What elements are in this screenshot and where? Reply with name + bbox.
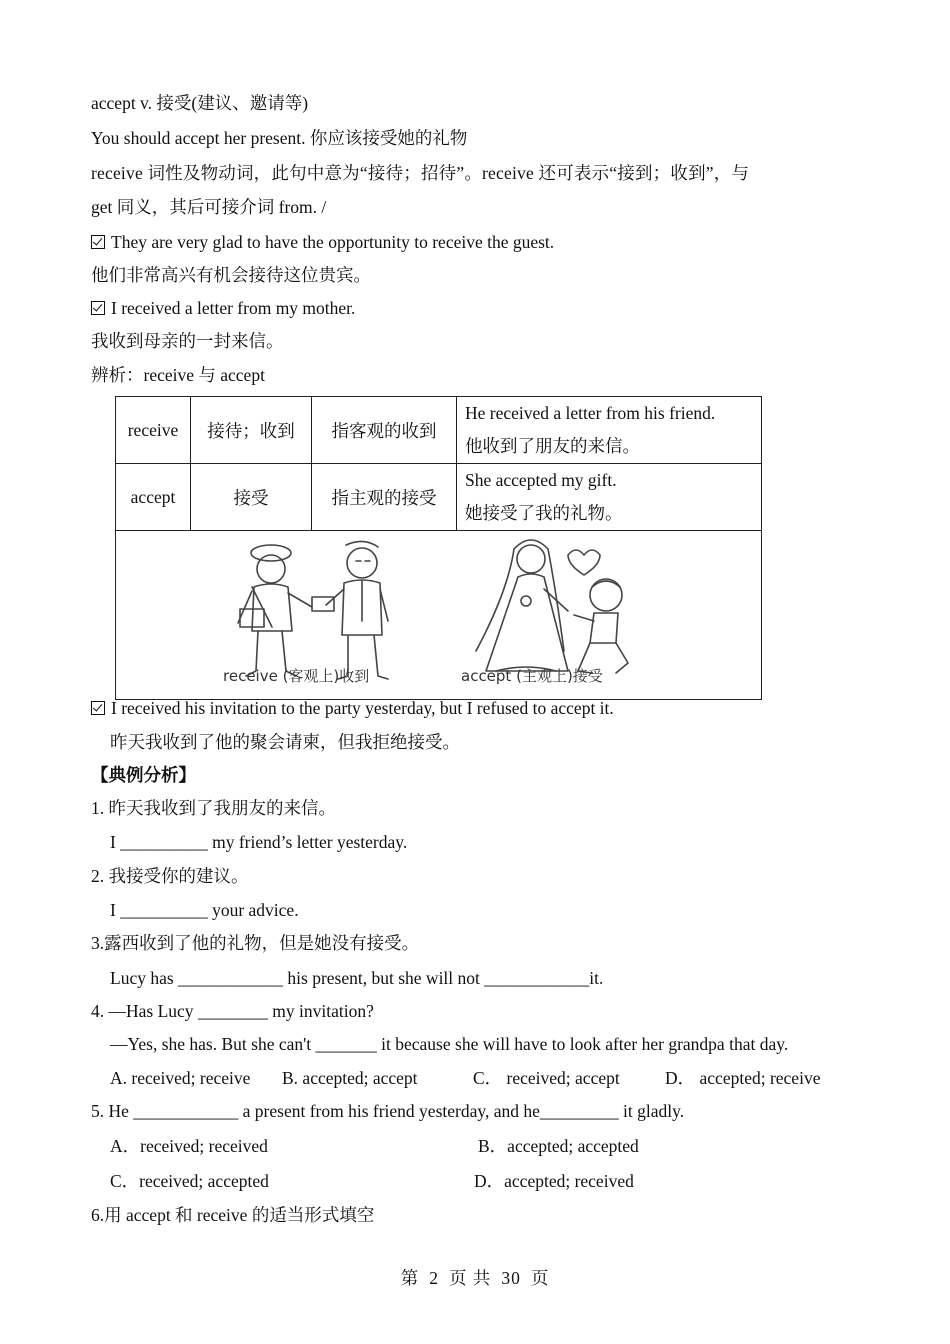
- illustration-cell: [116, 531, 762, 700]
- table-cell-word: accept: [116, 464, 191, 531]
- receive-explanation-cont: get 同义，其后可接介词 from. /: [91, 197, 327, 217]
- q5-option-c: C．received; accepted: [110, 1171, 269, 1191]
- letter-icon: [312, 597, 334, 611]
- table-cell-example: He received a letter from his friend. 他收到了朋友的来信。: [457, 397, 762, 464]
- example-2: I received a letter from my mother.: [91, 297, 355, 319]
- example-1-translation: 他们非常高兴有机会接待这位贵宾。: [91, 265, 371, 285]
- definition-accept: accept v. 接受(建议、邀请等): [91, 93, 309, 113]
- caption-receive: receive (客观上)收到: [223, 667, 370, 685]
- question-3-blank: Lucy has ____________ his present, but she will not ____________it.: [110, 968, 604, 988]
- table-cell-note: 指客观的收到: [312, 397, 457, 464]
- question-1: 1. 昨天我收到了我朋友的来信。: [91, 798, 336, 818]
- example-2-translation: 我收到母亲的一封来信。: [91, 331, 284, 351]
- cartoon-illustration: [116, 531, 761, 699]
- q5-option-a: A．received; received: [110, 1136, 268, 1156]
- example-1: They are very glad to have the opportunity to receive the guest.: [91, 231, 554, 253]
- receiver-figure: [326, 541, 388, 679]
- checkbox-icon: [91, 235, 105, 249]
- q4-option-d: D． accepted; receive: [665, 1068, 821, 1088]
- table-row-illustration: [116, 531, 762, 700]
- page-footer: 第 2 页 共 30 页: [400, 1268, 550, 1288]
- receive-explanation: receive 词性及物动词，此句中意为“接待；招待”。receive 还可表示“接到；收到”，与: [91, 163, 750, 183]
- table-row: [116, 464, 762, 531]
- example-sentence: You should accept her present. 你应该接受她的礼物: [91, 128, 468, 148]
- table-cell-note: 指主观的接受: [312, 464, 457, 531]
- q4-option-c: C． received; accept: [473, 1068, 620, 1088]
- q4-option-b: B. accepted; accept: [282, 1068, 418, 1088]
- table-row: [116, 397, 762, 464]
- heart-icon: [568, 550, 600, 575]
- table-cell-meaning: 接受: [191, 464, 312, 531]
- question-3: 3.露西收到了他的礼物，但是她没有接受。: [91, 933, 420, 953]
- page-number: 2: [429, 1268, 439, 1288]
- table-cell-word: receive: [116, 397, 191, 464]
- example-3-translation: 昨天我收到了他的聚会请柬，但我拒绝接受。: [110, 732, 460, 752]
- checkbox-icon: [91, 701, 105, 715]
- postman-figure: [238, 545, 312, 676]
- caption-accept: accept (主观上)接受: [461, 667, 603, 685]
- q4-option-a: A. received; receive: [110, 1068, 251, 1088]
- question-5: 5. He ____________ a present from his friend yesterday, and he_________ it gladly.: [91, 1101, 685, 1121]
- q5-option-d: D．accepted; received: [474, 1171, 634, 1191]
- checkbox-icon: [91, 301, 105, 315]
- page-total: 30: [501, 1268, 521, 1288]
- question-2-blank: I __________ your advice.: [110, 900, 299, 920]
- table-cell-example: She accepted my gift. 她接受了我的礼物。: [457, 464, 762, 531]
- comparison-table: [115, 396, 762, 700]
- bride-figure: [476, 540, 568, 671]
- section-heading: 【典例分析】: [91, 765, 196, 785]
- question-1-blank: I __________ my friend’s letter yesterday.: [110, 832, 408, 852]
- question-6: 6.用 accept 和 receive 的适当形式填空: [91, 1205, 375, 1225]
- table-cell-meaning: 接待；收到: [191, 397, 312, 464]
- question-4: 4. —Has Lucy ________ my invitation?: [91, 1001, 374, 1021]
- comparison-heading: 辨析：receive 与 accept: [91, 365, 265, 385]
- question-4-reply: —Yes, she has. But she can't _______ it because she will have to look after her grandpa that day.: [110, 1034, 789, 1054]
- groom-figure: [574, 579, 628, 673]
- illustration: [116, 531, 761, 699]
- example-3: I received his invitation to the party yesterday, but I refused to accept it.: [91, 697, 614, 719]
- question-2: 2. 我接受你的建议。: [91, 866, 249, 886]
- q5-option-b: B．accepted; accepted: [478, 1136, 639, 1156]
